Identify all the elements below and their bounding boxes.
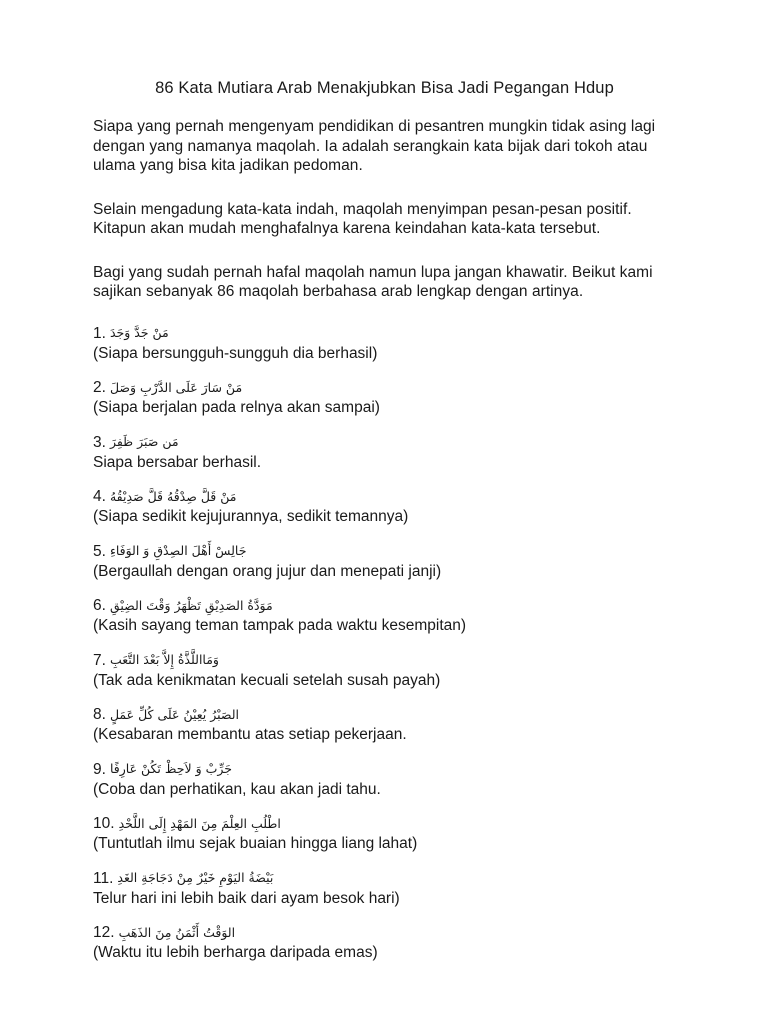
maqolah-list [93,324,676,963]
maqolah-item-7 [93,651,676,691]
item-meaning: (Siapa bersungguh-sungguh dia berhasil) [93,344,378,362]
maqolah-item-5 [93,542,676,582]
maqolah-item-10 [93,814,676,854]
item-number: 5. [93,542,106,560]
item-number: 2. [93,379,106,397]
item-meaning: (Tak ada kenikmatan kecuali setelah susah payah) [93,671,441,689]
intro-paragraph-3: Bagi yang sudah pernah hafal maqolah namun lupa jangan khawatir. Beikut kami sajikan sebanyak 86 maqolah berbahasa arab lengkap dengan artinya. [93,263,653,300]
item-meaning: (Bergaullah dengan orang jujur dan menepati janji) [93,562,442,580]
arabic-text: مَوَدَّةُ الصَدِيْقِ تَظْهَرُ وَقْتَ الضِيْقِ [109,597,273,613]
maqolah-item-4 [93,487,676,527]
arabic-text: مَنْ سَارَ عَلَى الدَّرْبِ وَصَلَ [109,379,243,395]
item-meaning: (Siapa berjalan pada relnya akan sampai) [93,399,380,416]
maqolah-item-1 [93,324,676,364]
item-number: 4. [93,488,106,506]
arabic-text: جَالِسْ أَهْلَ الصِدْقِ وَ الوَفَاءِ [109,543,247,559]
maqolah-item-3 [93,433,676,473]
maqolah-item-8 [93,705,676,745]
item-meaning: (Kesabaran membantu atas setiap pekerjaan. [93,726,407,743]
maqolah-item-11 [93,869,676,909]
item-number: 9. [93,760,106,778]
arabic-text: جَرِّبْ وَ لاَحِظْ تَكُنْ عَارِفًا [109,761,232,777]
document-title: 86 Kata Mutiara Arab Menakjubkan Bisa Jadi Pegangan Hdup [155,79,614,97]
item-number: 11. [93,869,114,887]
item-number: 8. [93,706,106,724]
arabic-text: مَنْ قَلَّ صِدْقُهُ قَلَّ صَدِيْقُهُ [109,488,237,504]
item-meaning: (Coba dan perhatikan, kau akan jadi tahu. [93,780,381,798]
arabic-text: مَن صَبَرَ ظَفِرَ [109,434,179,450]
arabic-text: الوَقْتُ أَثْمَنُ مِنَ الذَهَبِ [118,924,236,940]
arabic-text: وَمَااللَّذَّةُ إِلاَّ بَعْدَ التَّعَبِ [109,652,219,668]
item-number: 7. [93,651,106,669]
intro-paragraph-1: Siapa yang pernah mengenyam pendidikan di pesantren mungkin tidak asing lagi dengan yang namanya maqolah. Ia adalah serangkain kata bijak dari tokoh atau ulama yang bisa kita jadikan pedoman. [93,118,656,174]
item-number: 3. [93,433,106,451]
arabic-text: اطْلُبِ العِلْمَ مِنَ المَهْدِ إِلَى اللَّحْدِ [118,815,281,831]
item-meaning: Telur hari ini lebih baik dari ayam besok hari) [93,889,400,907]
maqolah-item-2 [93,378,676,418]
item-meaning: (Kasih sayang teman tampak pada waktu kesempitan) [93,617,467,634]
item-number: 12. [93,924,115,942]
maqolah-item-12 [93,923,676,963]
item-number: 1. [93,324,106,342]
maqolah-item-9 [93,760,676,800]
item-meaning: (Waktu itu lebih berharga daripada emas) [93,944,378,961]
item-number: 6. [93,597,106,615]
maqolah-item-6 [93,596,676,636]
item-meaning: (Siapa sedikit kejujurannya, sedikit temannya) [93,508,409,525]
arabic-text: بَيْضَةُ اليَوْمِ خَيْرٌ مِنْ دَجَاجَةِ الغَدِ [117,870,274,886]
arabic-text: مَنْ جَدَّ وَجَدَ [109,325,169,341]
intro-paragraph-2: Selain mengadung kata-kata indah, maqolah menyimpan pesan-pesan positif. Kitapun akan mudah menghafalnya karena keindahan kata-kata tersebut. [93,200,632,237]
item-meaning: Siapa bersabar berhasil. [93,453,262,471]
item-number: 10. [93,815,115,833]
item-meaning: (Tuntutlah ilmu sejak buaian hingga liang lahat) [93,835,418,852]
arabic-text: الصَبْرُ يُعِيْنُ عَلَى كُلِّ عَمَلٍ [109,706,240,722]
